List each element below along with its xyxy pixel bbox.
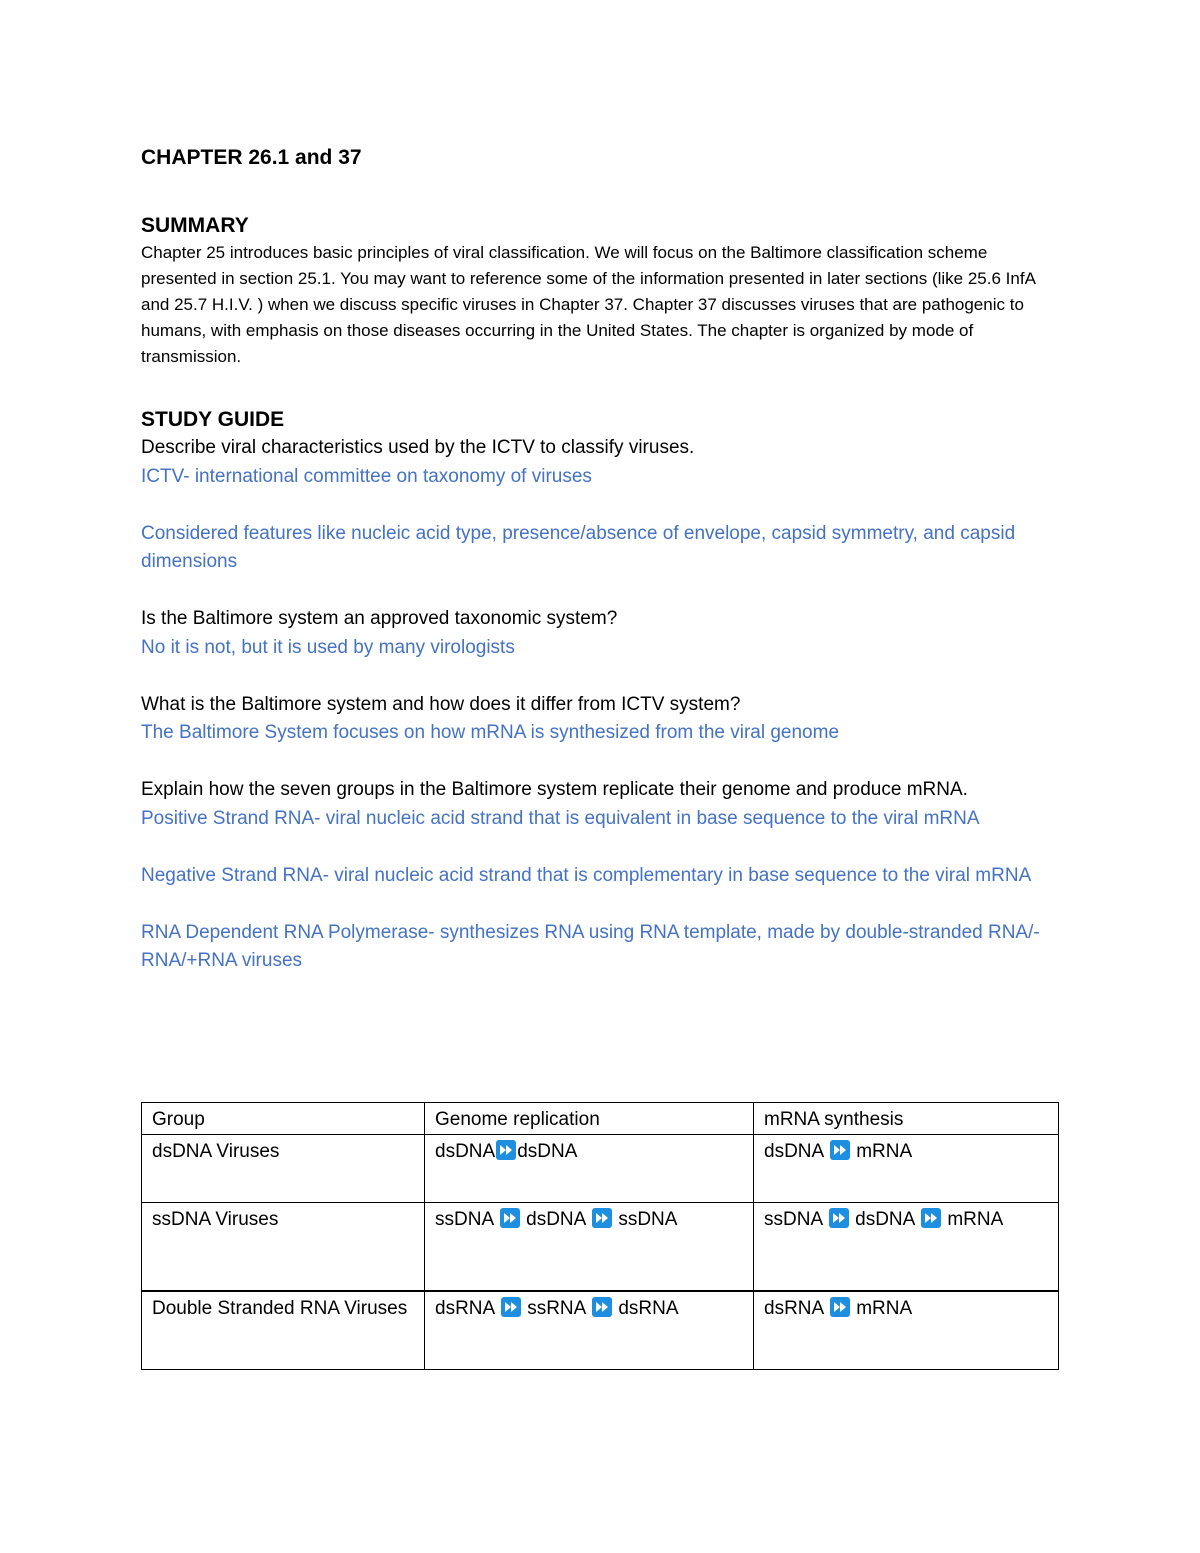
flow-step: dsRNA xyxy=(764,1298,825,1319)
summary-text: Chapter 25 introduces basic principles of viral classification. We will focus on the Baltimore classification scheme presented in section 25.1. You may want to reference some of the information presented in later sections (like 25.6 InfA and 25.7 H.I.V. ) when we discuss specific viruses in Chapter 37. Chapter 37 discusses viruses that are pathogenic to humans, with emphasis on those diseases occurring in the United States. The chapter is organized by mode of transmission. xyxy=(141,243,1035,366)
fast-forward-icon xyxy=(500,1208,520,1228)
baltimore-groups-table xyxy=(141,1102,1059,1370)
answer-rdrp: RNA Dependent RNA Polymerase- synthesizes RNA using RNA template, made by double-stranded RNA/-RNA/+RNA viruses xyxy=(141,921,1040,971)
question-seven-groups: Explain how the seven groups in the Baltimore system replicate their genome and produce mRNA. xyxy=(141,779,968,800)
flow-step: dsDNA xyxy=(526,1209,587,1230)
mrna-cell xyxy=(754,1135,1059,1203)
flow-step: ssRNA xyxy=(527,1298,587,1319)
mrna-cell xyxy=(754,1203,1059,1292)
answer-baltimore-approved: No it is not, but it is used by many virologists xyxy=(141,636,515,658)
answer-ictv-features: Considered features like nucleic acid type, presence/absence of envelope, capsid symmetry, and capsid dimensions xyxy=(141,522,1016,572)
answer-baltimore-difference: The Baltimore System focuses on how mRNA is synthesized from the viral genome xyxy=(141,722,840,743)
question-ictv: Describe viral characteristics used by the ICTV to classify viruses. xyxy=(141,437,695,458)
group-cell: Double Stranded RNA Viruses xyxy=(142,1291,425,1370)
study-guide-heading: STUDY GUIDE xyxy=(141,408,285,431)
genome-cell xyxy=(425,1291,754,1370)
flow-step: dsRNA xyxy=(618,1298,679,1319)
header-genome-replication: Genome replication xyxy=(425,1103,754,1135)
mrna-cell xyxy=(754,1291,1059,1370)
table-row xyxy=(142,1291,1059,1370)
genome-cell xyxy=(425,1135,754,1203)
flow-step: dsDNA xyxy=(855,1209,916,1230)
answer-negative-strand: Negative Strand RNA- viral nucleic acid strand that is complementary in base sequence to the viral mRNA xyxy=(141,864,1032,886)
flow-step: ssDNA xyxy=(618,1209,678,1230)
flow-step: mRNA xyxy=(947,1209,1004,1230)
answer-ictv-definition: ICTV- international committee on taxonomy of viruses xyxy=(141,465,592,487)
flow-step: mRNA xyxy=(856,1298,913,1319)
question-baltimore-approved: Is the Baltimore system an approved taxonomic system? xyxy=(141,608,618,629)
table-row xyxy=(142,1203,1059,1292)
chapter-title: CHAPTER 26.1 and 37 xyxy=(141,146,362,169)
group-cell: ssDNA Viruses xyxy=(142,1203,425,1292)
flow-step: dsDNA xyxy=(764,1141,825,1162)
fast-forward-icon xyxy=(830,1297,850,1317)
fast-forward-icon xyxy=(592,1208,612,1228)
header-group: Group xyxy=(142,1103,425,1135)
genome-cell xyxy=(425,1203,754,1292)
table-header-row xyxy=(142,1103,1059,1135)
header-mrna-synthesis: mRNA synthesis xyxy=(754,1103,1059,1135)
document-page xyxy=(141,140,1061,976)
summary-heading: SUMMARY xyxy=(141,214,249,237)
fast-forward-icon xyxy=(830,1140,850,1160)
table-row xyxy=(142,1135,1059,1203)
fast-forward-icon xyxy=(496,1140,516,1160)
flow-step: ssDNA xyxy=(764,1209,824,1230)
fast-forward-icon xyxy=(592,1297,612,1317)
flow-step: ssDNA xyxy=(435,1209,495,1230)
fast-forward-icon xyxy=(501,1297,521,1317)
answer-positive-strand: Positive Strand RNA- viral nucleic acid strand that is equivalent in base sequence to the viral mRNA xyxy=(141,807,980,829)
fast-forward-icon xyxy=(829,1208,849,1228)
fast-forward-icon xyxy=(921,1208,941,1228)
flow-step: mRNA xyxy=(856,1141,913,1162)
flow-step: dsDNA xyxy=(517,1141,578,1162)
group-cell: dsDNA Viruses xyxy=(142,1135,425,1203)
question-baltimore-difference: What is the Baltimore system and how does it differ from ICTV system? xyxy=(141,693,741,715)
flow-step: dsRNA xyxy=(435,1298,496,1319)
flow-step: dsDNA xyxy=(435,1141,496,1162)
